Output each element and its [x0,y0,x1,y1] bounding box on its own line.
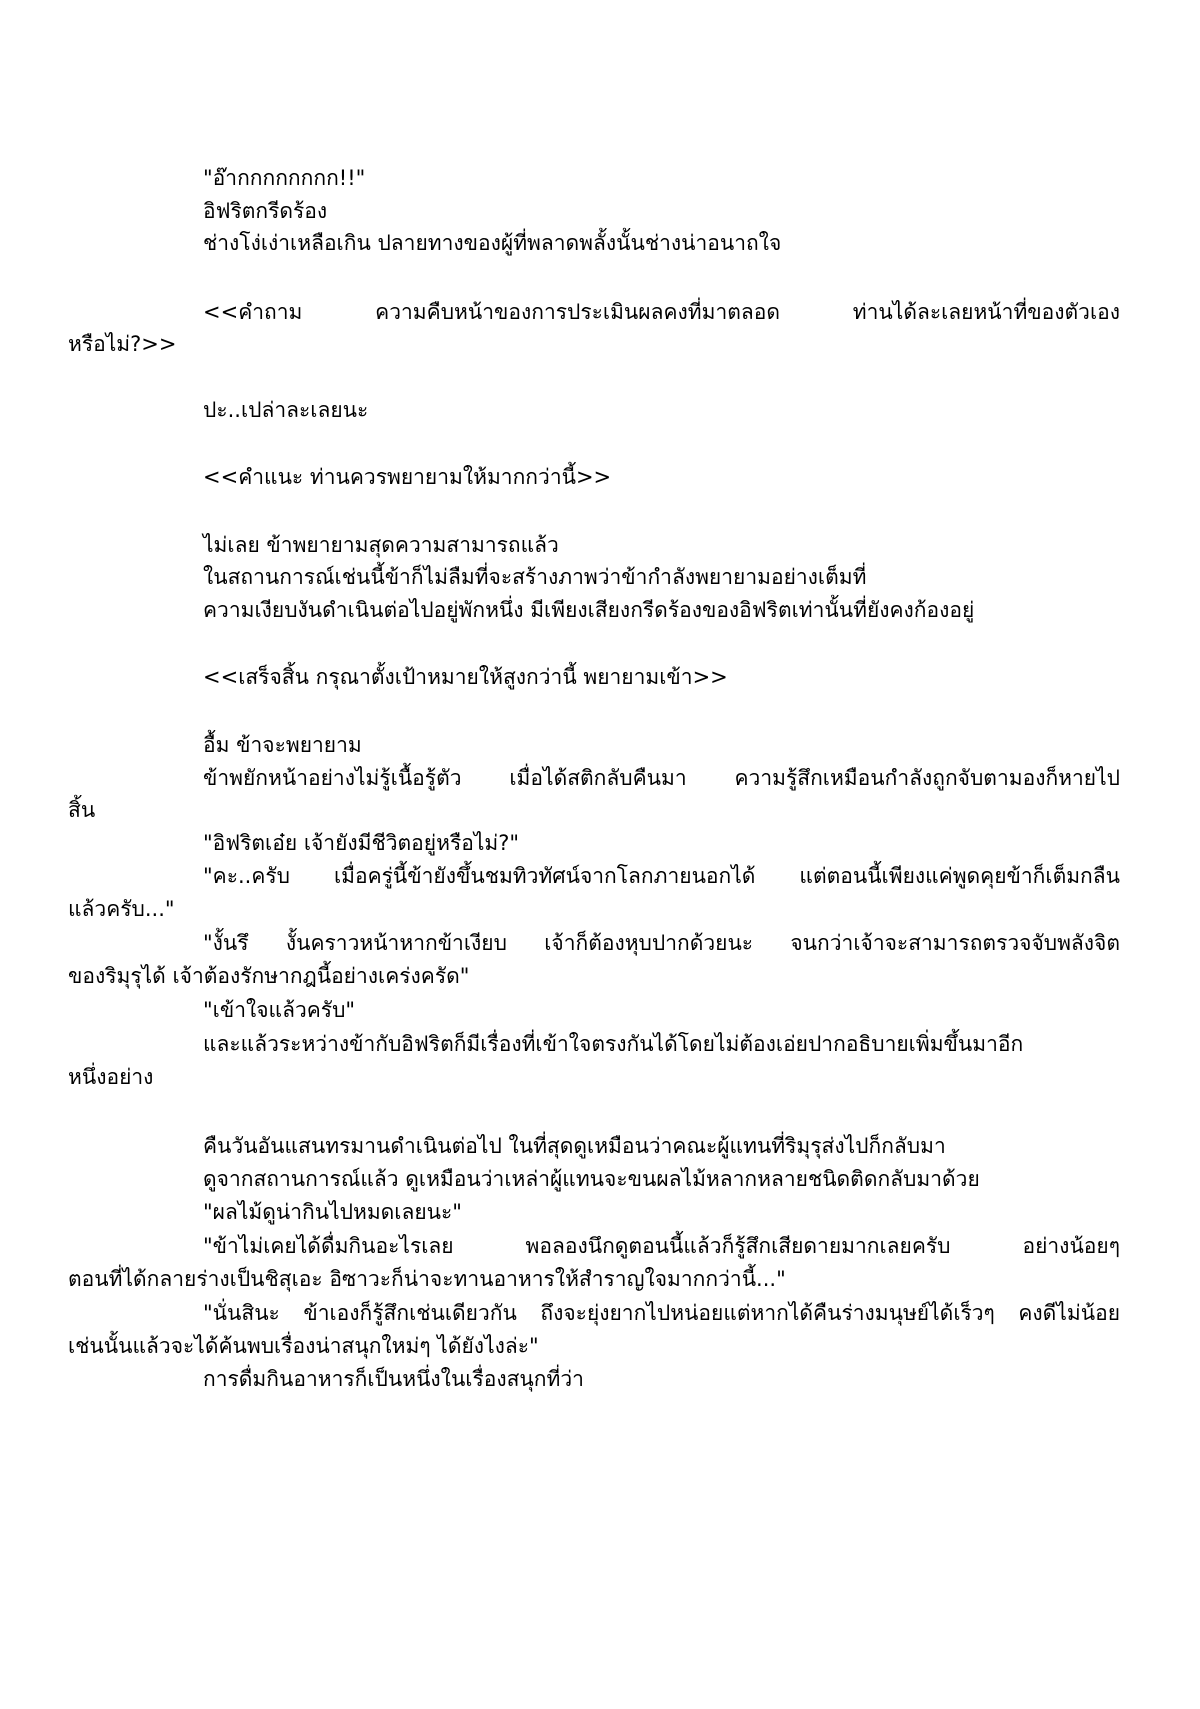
text-line: และแล้วระหว่างข้ากับอิฟริตก็มีเรื่องที่เข้าใจตรงกันได้โดยไม่ต้องเอ่ยปากอธิบายเพิ่มขึ้นมาอีก [203,1032,1024,1056]
text-line: <<เสร็จสิ้น กรุณาตั้งเป้าหมายให้สูงกว่านี้ พยายามเข้า>> [203,665,728,689]
text-line: ข้าพยักหน้าอย่างไม่รู้เนื้อรู้ตัว เมื่อได้สติกลับคืนมา ความรู้สึกเหมือนกำลังถูกจับตามองก็หายไป [203,766,1120,790]
text-line: การดื่มกินอาหารก็เป็นหนึ่งในเรื่องสนุกที่ว่า [203,1367,584,1391]
text-line: อื้ม ข้าจะพยายาม [203,733,362,757]
text-line: เช่นนั้นแล้วจะได้ค้นพบเรื่องน่าสนุกใหม่ๆ ได้ยังไงล่ะ" [68,1334,539,1358]
text-line: <<คำถาม ความคืบหน้าของการประเมินผลคงที่มาตลอด ท่านได้ละเลยหน้าที่ของตัวเอง [203,300,1120,324]
text-line: หนึ่งอย่าง [68,1065,154,1089]
text-line: สิ้น [68,798,96,822]
text-line: ความเงียบงันดำเนินต่อไปอยู่พักหนึ่ง มีเพียงเสียงกรีดร้องของอิฟริตเท่านั้นที่ยังคงก้องอยู่ [203,598,975,622]
text-line: ตอนที่ได้กลายร่างเป็นชิสุเอะ อิซาวะก็น่าจะทานอาหารให้สำราญใจมากกว่านี้..." [68,1267,786,1291]
text-line: "นั่นสินะ ข้าเองก็รู้สึกเช่นเดียวกัน ถึงจะยุ่งยากไปหน่อยแต่หากได้คืนร่างมนุษย์ได้เร็วๆ คงดีไม่น้อย [203,1301,1120,1325]
text-line: ในสถานการณ์เช่นนี้ข้าก็ไม่ลืมที่จะสร้างภาพว่าข้ากำลังพยายามอย่างเต็มที่ [203,565,867,589]
text-line: "เข้าใจแล้วครับ" [203,998,356,1022]
text-line: "งั้นรึ งั้นคราวหน้าหากข้าเงียบ เจ้าก็ต้องหุบปากด้วยนะ จนกว่าเจ้าจะสามารถตรวจจับพลังจิต [203,931,1120,955]
text-line: ของริมุรุได้ เจ้าต้องรักษากฎนี้อย่างเคร่งครัด" [68,964,470,988]
text-line: "อ๊ากกกกกกกก!!" [203,166,366,190]
text-line: "ผลไม้ดูน่ากินไปหมดเลยนะ" [203,1200,462,1224]
text-line: หรือไม่?>> [68,332,177,356]
text-line: ดูจากสถานการณ์แล้ว ดูเหมือนว่าเหล่าผู้แทนจะขนผลไม้หลากหลายชนิดติดกลับมาด้วย [203,1167,980,1191]
text-line: แล้วครับ..." [68,897,175,921]
text-line: ไม่เลย ข้าพยายามสุดความสามารถแล้ว [203,533,559,557]
text-line: ช่างโง่เง่าเหลือเกิน ปลายทางของผู้ที่พลาดพลั้งนั้นช่างน่าอนาถใจ [203,231,782,255]
text-line: อิฟริตกรีดร้อง [203,199,328,223]
text-line: "คะ..ครับ เมื่อครู่นี้ข้ายังขึ้นชมทิวทัศน์จากโลกภายนอกได้ แต่ตอนนี้เพียงแค่พูดคุยข้าก็เต็มกลืน [203,864,1120,888]
text-line: คืนวันอันแสนทรมานดำเนินต่อไป ในที่สุดดูเหมือนว่าคณะผู้แทนที่ริมุรุส่งไปก็กลับมา [203,1134,946,1158]
text-line: "อิฟริตเอ๋ย เจ้ายังมีชีวิตอยู่หรือไม่?" [203,831,520,855]
text-line: ปะ..เปล่าละเลยนะ [203,398,369,422]
text-line: "ข้าไม่เคยได้ดื่มกินอะไรเลย พอลองนึกดูตอนนี้แล้วก็รู้สึกเสียดายมากเลยครับ อย่างน้อยๆ [203,1234,1120,1258]
text-line: <<คำแนะ ท่านควรพยายามให้มากกว่านี้>> [203,465,612,489]
